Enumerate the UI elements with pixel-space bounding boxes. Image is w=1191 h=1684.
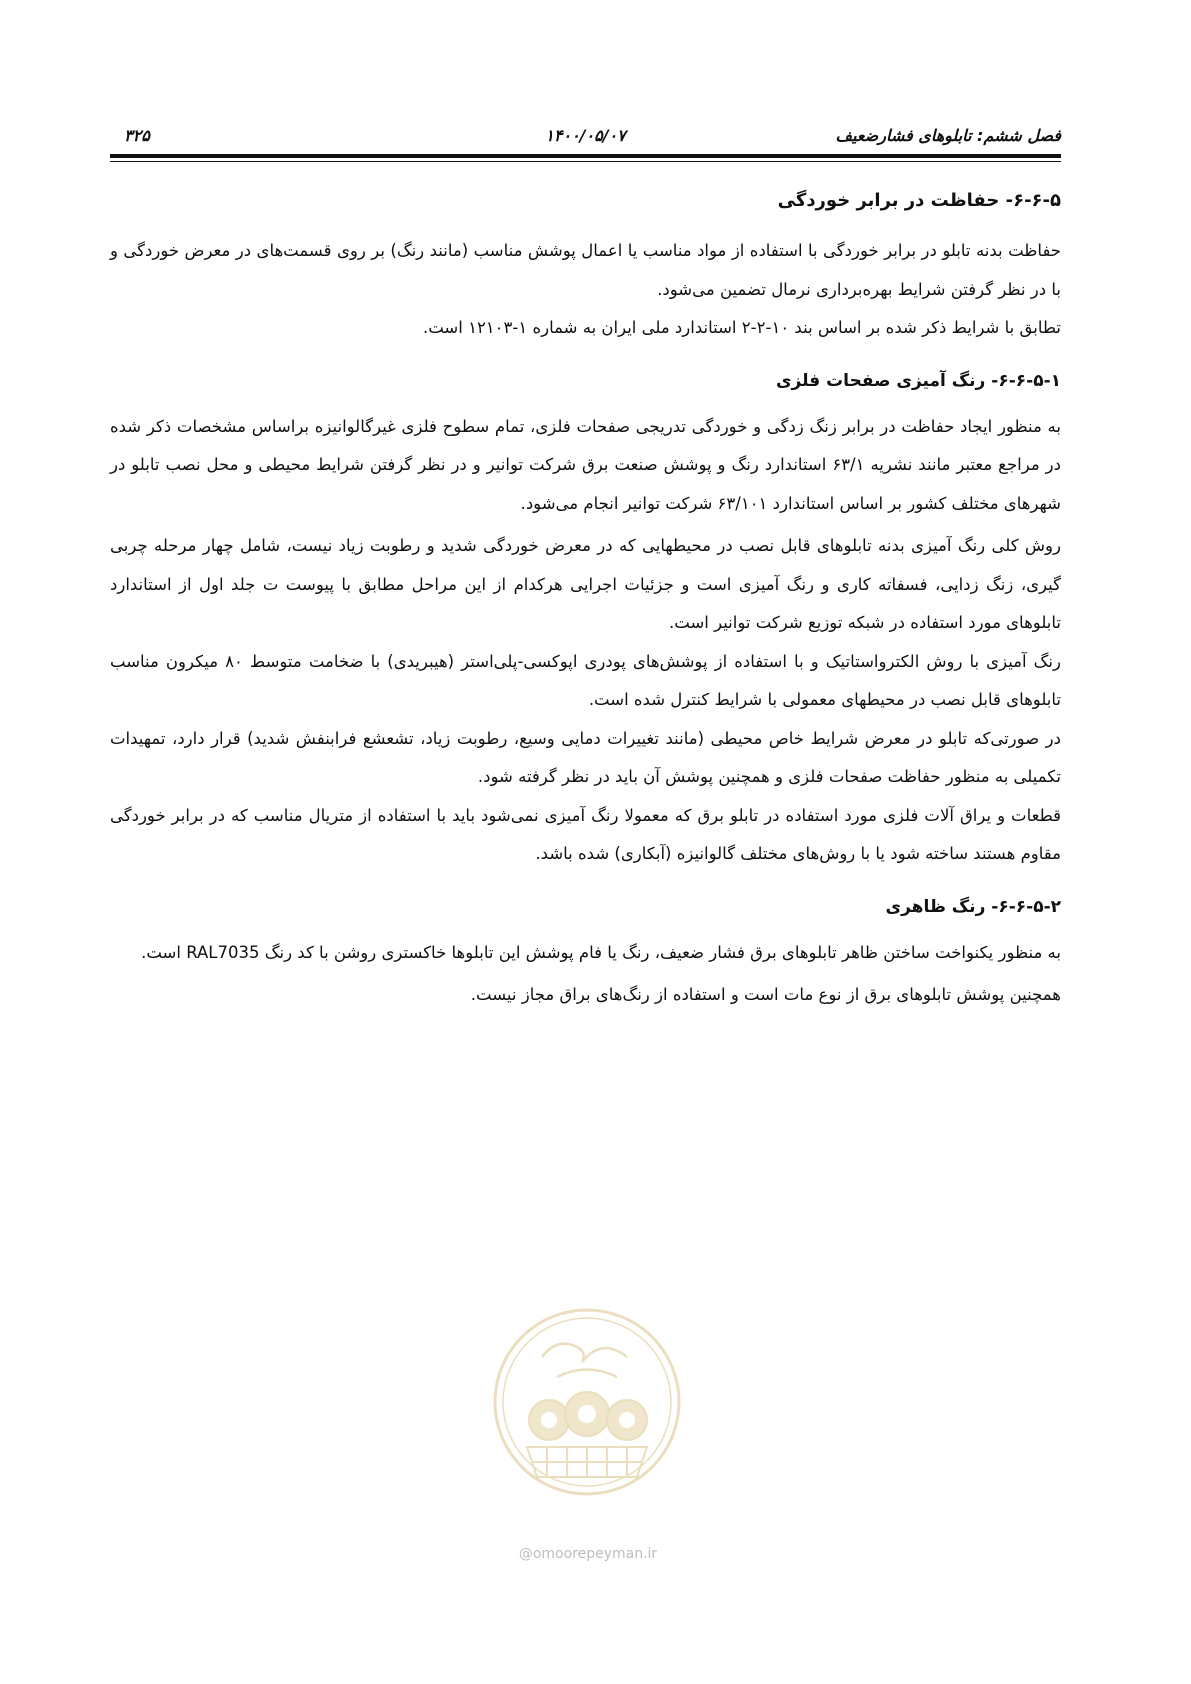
page-header bbox=[110, 126, 1061, 148]
section-heading-metal-painting: ۶-۶-۵-۱- رنگ آمیزی صفحات فلزی bbox=[775, 370, 1061, 391]
chapter-title: فصل ششم: تابلوهای فشارضعیف bbox=[835, 126, 1061, 145]
header-rule-thin bbox=[110, 161, 1061, 162]
header-date: ۱۴۰۰/۰۵/۰۷ bbox=[545, 126, 626, 145]
section-heading-corrosion: ۶-۶-۵- حفاظت در برابر خوردگی bbox=[777, 190, 1061, 211]
page-number: ۳۲۵ bbox=[124, 126, 150, 145]
paragraph-corrosion-1: حفاظت بدنه تابلو در برابر خوردگی با استفاده از مواد مناسب یا اعمال پوشش مناسب (مانند رنگ) بر روی قسمت‌های در معرض خوردگی و با در نظر گرفتن شرایط بهره‌برداری نرمال تضمین می‌شود. bbox=[110, 241, 1061, 299]
paragraph-color-1: به منظور یکنواخت ساختن ظاهر تابلوهای برق فشار ضعیف، رنگ یا فام پوشش این تابلوها خاکستری روشن با کد رنگ RAL7035 است. bbox=[141, 942, 1061, 962]
header-rule-thick bbox=[110, 154, 1061, 158]
paragraph-painting-2: روش کلی رنگ آمیزی بدنه تابلوهای قابل نصب در محیطهایی که در معرض خوردگی شدید و رطوبت زیاد نیست، شامل چهار مرحله چربی گیری، زنگ زدایی، فسفاته کاری و رنگ آمیزی است و جزئیات اجرایی هرکدام از این مراحل مطابق با پیوست ت جلد اول از استاندارد تابلوهای مورد استفاده در شبکه توزیع شرکت توانیر است. bbox=[110, 536, 1061, 632]
publisher-seal-watermark bbox=[487, 1302, 687, 1502]
paragraph-color-2: همچنین پوشش تابلوهای برق از نوع مات است و استفاده از رنگ‌های براق مجاز نیست. bbox=[470, 985, 1061, 1004]
paragraph-painting-3: رنگ آمیزی با روش الکترواستاتیک و با استفاده از پوشش‌های پودری اپوکسی-پلی‌استر (هیبریدی) با ضخامت متوسط ۸۰ میکرون مناسب تابلوهای قابل نصب در محیطهای معمولی با شرایط کنترل شده است. bbox=[110, 651, 1061, 709]
page-content bbox=[110, 188, 1061, 1015]
paragraph-painting-5: قطعات و یراق آلات فلزی مورد استفاده در تابلو برق که معمولا رنگ آمیزی نمی‌شود باید با استفاده از متریال مناسب که در برابر خوردگی مقاوم هستند ساخته شود یا با روش‌های مختلف گالوانیزه (آبکاری) شده باشد. bbox=[110, 805, 1061, 863]
watermark-url: @omoorepeyman.ir bbox=[518, 1546, 658, 1562]
paragraph-painting-4: در صورتی‌که تابلو در معرض شرایط خاص محیطی (مانند تغییرات دمایی وسیع، رطوبت زیاد، تشعشع فرابنفش شدید) قرار دارد، تمهیدات تکمیلی به منظور حفاظت صفحات فلزی و همچنین پوشش آن باید در نظر گرفته شود. bbox=[110, 728, 1061, 786]
paragraph-painting-1: به منظور ایجاد حفاظت در برابر زنگ زدگی و خوردگی تدریجی صفحات فلزی، تمام سطوح فلزی غیرگالوانیزه براساس مشخصات ذکر شده در مراجع معتبر مانند نشریه ۶۳/۱ استاندارد رنگ و پوشش صنعت برق شرکت توانیر و در نظر گرفتن شرایط محیطی و محل نصب تابلو در شهرهای مختلف کشور بر اساس استاندارد ۶۳/۱۰۱ شرکت توانیر انجام می‌شود. bbox=[110, 416, 1061, 513]
section-heading-appearance-color: ۶-۶-۵-۲- رنگ ظاهری bbox=[885, 896, 1061, 917]
paragraph-corrosion-2: تطابق با شرایط ذکر شده بر اساس بند ۱۰-۲-۲ استاندارد ملی ایران به شماره ۱-۱۲۱۰۳ است. bbox=[422, 318, 1061, 337]
